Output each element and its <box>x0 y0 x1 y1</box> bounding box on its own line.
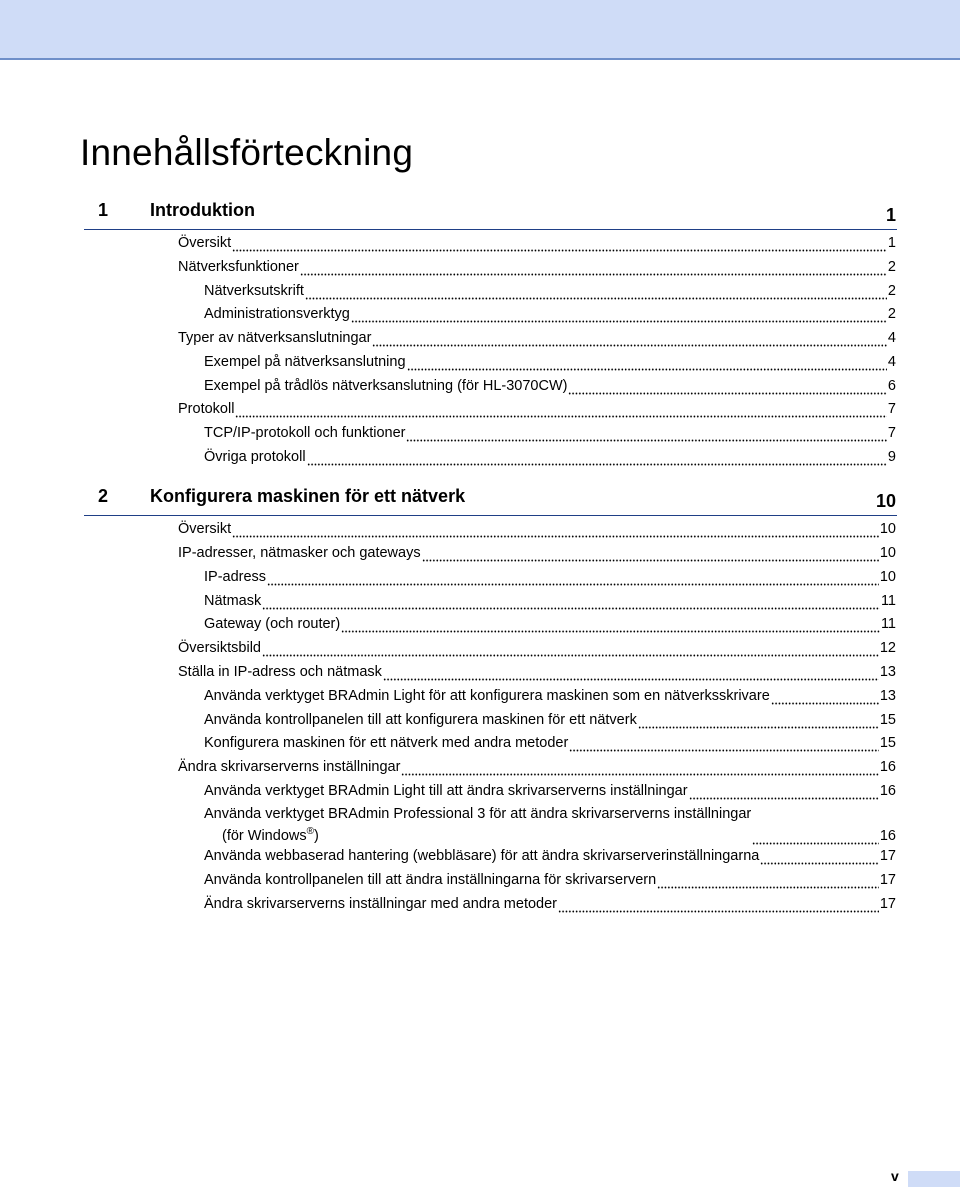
toc-entry-page: 2 <box>887 283 896 299</box>
toc-entry-title: Använda verktyget BRAdmin Light till att ändra skrivarserverns inställningar <box>204 783 688 799</box>
toc-entry-title: IP-adresser, nätmasker och gateways <box>178 545 421 561</box>
toc-entry-page: 11 <box>880 616 896 632</box>
registered-mark: ® <box>306 826 314 838</box>
toc-leader <box>262 642 879 657</box>
toc-leader <box>307 451 887 466</box>
toc-entry[interactable] <box>204 590 896 610</box>
toc-entry[interactable] <box>178 256 896 276</box>
toc-entry-title: Översiktsbild <box>178 640 261 656</box>
page-number-tab <box>908 1171 960 1187</box>
toc-leader <box>232 237 887 252</box>
page-number: v <box>891 1168 899 1184</box>
toc-leader <box>351 308 887 323</box>
chapter-rule <box>84 229 897 230</box>
toc-entry[interactable] <box>204 732 896 752</box>
toc-entry[interactable] <box>178 756 896 776</box>
toc-leader <box>267 571 879 586</box>
toc-entry-page: 7 <box>887 401 896 417</box>
toc-leader <box>760 850 879 865</box>
toc-entry-page: 1 <box>887 235 896 251</box>
chapter-title: Konfigurera maskinen för ett nätverk <box>150 486 466 506</box>
toc-entry-title: Övriga protokoll <box>204 449 306 465</box>
toc-entry[interactable] <box>204 351 896 371</box>
toc-entry-title: Exempel på trådlös nätverksanslutning (för HL-3070CW) <box>204 378 568 394</box>
toc-entry-title: IP-adress <box>204 569 267 585</box>
chapter-page: 1 <box>885 205 896 225</box>
toc-entry-title: Nätmask <box>204 593 262 609</box>
toc-leader <box>752 830 879 845</box>
toc-entry[interactable] <box>204 893 896 913</box>
toc-entry-title: Översikt <box>178 235 232 251</box>
chapter-rule <box>84 515 897 516</box>
toc-entry[interactable] <box>204 845 896 865</box>
toc-entry-title: Gateway (och router) <box>204 616 341 632</box>
toc-entry-title: TCP/IP-protokoll och funktioner <box>204 425 406 441</box>
chapter-title: Introduktion <box>150 200 255 220</box>
toc-entry-title: Ändra skrivarserverns inställningar <box>178 759 401 775</box>
toc-entry-page: 11 <box>880 593 896 609</box>
toc-entry[interactable] <box>178 232 896 252</box>
toc-entry-page: 4 <box>887 330 896 346</box>
toc-leader <box>262 595 880 610</box>
toc-entry-page: 9 <box>887 449 896 465</box>
toc-entry-page: 17 <box>879 896 896 912</box>
toc-entry[interactable] <box>178 398 896 418</box>
toc-entry[interactable] <box>204 280 896 300</box>
toc-entry[interactable] <box>204 566 896 586</box>
toc-leader <box>569 737 879 752</box>
toc-leader <box>771 690 879 705</box>
toc-entry-page: 13 <box>879 688 896 704</box>
toc-leader <box>235 403 887 418</box>
toc-entry-title: Använda kontrollpanelen till att ändra inställningarna för skrivarservern <box>204 872 657 888</box>
toc-entry-title: Översikt <box>178 521 232 537</box>
toc-entry[interactable] <box>178 637 896 657</box>
toc-entry-title-line2-text: (för Windows <box>222 828 307 844</box>
toc-entry-title: Ändra skrivarserverns inställningar med andra metoder <box>204 896 557 912</box>
toc-entry-page: 2 <box>887 259 896 275</box>
toc-leader <box>568 380 886 395</box>
toc-entry[interactable] <box>178 542 896 562</box>
toc-entry[interactable] <box>204 803 896 845</box>
toc-entry-page: 13 <box>879 664 896 680</box>
toc-entry-page: 17 <box>879 848 896 864</box>
toc-leader <box>407 356 887 371</box>
toc-leader <box>689 785 879 800</box>
toc-entry-title: Konfigurera maskinen för ett nätverk med andra metoder <box>204 735 569 751</box>
toc-entry-page: 15 <box>879 735 896 751</box>
toc-leader <box>422 547 879 562</box>
toc-entry-page: 6 <box>887 378 896 394</box>
toc-entry-page: 16 <box>879 759 896 775</box>
toc-entry-title-line2 <box>204 823 751 845</box>
toc-entry-title-line1: Använda verktyget BRAdmin Professional 3 för att ändra skrivarserverns inställningar <box>204 806 752 823</box>
toc-leader <box>300 261 887 276</box>
chapter-number: 2 <box>98 486 109 506</box>
toc-entry-page: 17 <box>879 872 896 888</box>
toc-leader <box>232 523 879 538</box>
toc-entry-title: Använda kontrollpanelen till att konfigurera maskinen för ett nätverk <box>204 712 637 728</box>
toc-leader <box>657 874 879 889</box>
toc-entry-title: Typer av nätverksanslutningar <box>178 330 372 346</box>
toc-entry-page: 10 <box>879 545 896 561</box>
toc-entry-title: Exempel på nätverksanslutning <box>204 354 406 370</box>
toc-entry-page: 12 <box>879 640 896 656</box>
toc-entry-title: Använda verktyget BRAdmin Light för att konfigurera maskinen som en nätverksskrivare <box>204 688 770 704</box>
chapter-page: 10 <box>875 491 896 511</box>
toc-entry-page: 15 <box>879 712 896 728</box>
toc-entry[interactable] <box>204 780 896 800</box>
toc-entry[interactable] <box>204 869 896 889</box>
toc-entry[interactable] <box>178 327 896 347</box>
toc-leader <box>558 898 879 913</box>
toc-entry[interactable] <box>178 661 896 681</box>
toc-entry[interactable] <box>204 613 896 633</box>
toc-entry[interactable] <box>204 685 896 705</box>
chapter-number: 1 <box>98 200 109 220</box>
toc-entry-title: Protokoll <box>178 401 235 417</box>
toc-entry-title: Administrationsverktyg <box>204 306 350 322</box>
toc-leader <box>406 427 886 442</box>
toc-leader <box>401 761 878 776</box>
toc-entry-page: 2 <box>887 306 896 322</box>
toc-entry[interactable] <box>204 303 896 323</box>
toc-leader <box>383 666 879 681</box>
toc-entry-page: 16 <box>879 783 896 799</box>
toc-entry-page: 16 <box>879 828 896 844</box>
toc-entry-title-line2-end: ) <box>313 828 319 844</box>
toc-entry[interactable] <box>204 446 896 466</box>
toc-entry[interactable] <box>204 375 896 395</box>
toc-entry[interactable] <box>204 422 896 442</box>
toc-entry-page: 10 <box>879 521 896 537</box>
toc-entry-title: Nätverksfunktioner <box>178 259 299 275</box>
toc-leader <box>341 618 880 633</box>
page-title: Innehållsförteckning <box>80 132 414 173</box>
toc-entry-title <box>204 805 751 845</box>
toc-entry-page: 10 <box>879 569 896 585</box>
toc-entry-title: Nätverksutskrift <box>204 283 304 299</box>
toc-leader <box>372 332 886 347</box>
toc-entry-title: Ställa in IP-adress och nätmask <box>178 664 382 680</box>
toc-entry-page: 7 <box>887 425 896 441</box>
toc-leader <box>638 714 879 729</box>
toc-entry[interactable] <box>178 518 896 538</box>
toc-leader <box>305 285 887 300</box>
toc-entry-title: Använda webbaserad hantering (webbläsare) för att ändra skrivarserverinställningarna <box>204 848 760 864</box>
toc-entry-page: 4 <box>887 354 896 370</box>
toc-entry[interactable] <box>204 709 896 729</box>
header-band <box>0 0 960 60</box>
